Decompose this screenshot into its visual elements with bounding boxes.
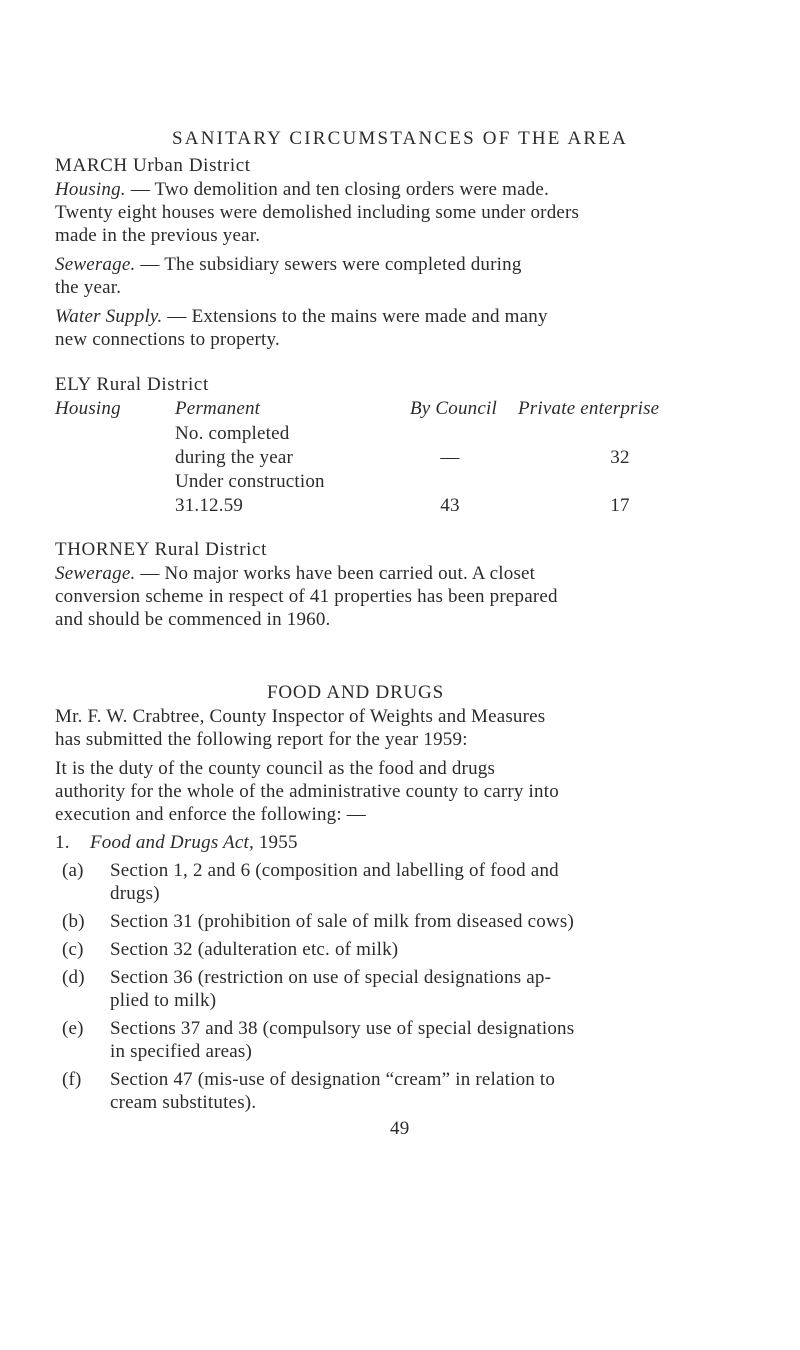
ely-row2-label-2: 31.12.59: [175, 495, 244, 516]
ely-row1-label-1: No. completed: [175, 423, 290, 444]
sewerage-label: Sewerage.: [55, 254, 136, 275]
march-sewerage-para: Sewerage. — The subsidiary sewers were completed during: [55, 254, 522, 275]
item-d-line-1: Section 36 (restriction on use of special designations ap-: [110, 967, 552, 988]
march-district-title: MARCH Urban District: [55, 155, 251, 176]
item-e-line-1: Sections 37 and 38 (compulsory use of special designations: [110, 1018, 575, 1039]
item-b-mark: (b): [62, 911, 85, 932]
thorney-line-1: No major works have been carried out. A closet: [164, 563, 536, 584]
ely-table-col-permanent: Permanent: [175, 398, 261, 419]
ely-row2-label-1: Under construction: [175, 471, 325, 492]
ely-row1-council: —: [440, 447, 460, 468]
housing-label: Housing.: [55, 179, 126, 200]
item-f-line-2: cream substitutes).: [110, 1092, 257, 1113]
item-e-line-2: in specified areas): [110, 1041, 253, 1062]
item-a-line-2: drugs): [110, 883, 160, 904]
item-a-line-1: Section 1, 2 and 6 (composition and labelling of food and: [110, 860, 559, 881]
food-duty-line-1: It is the duty of the county council as the food and drugs: [55, 758, 496, 779]
thorney-sewerage-para: Sewerage. — No major works have been carried out. A closet: [55, 563, 536, 584]
act-year: 1955: [253, 832, 298, 853]
food-duty-line-2: authority for the whole of the administrative county to carry into: [55, 781, 559, 802]
food-intro-line-2: has submitted the following report for the year 1959:: [55, 729, 468, 750]
item-d-line-2: plied to milk): [110, 990, 217, 1011]
housing-line-1: Two demolition and ten closing orders were made.: [154, 179, 550, 200]
housing-line-2: Twenty eight houses were demolished including some under orders: [55, 202, 580, 223]
thorney-line-2: conversion scheme in respect of 41 properties has been prepared: [55, 586, 558, 607]
water-line-1: Extensions to the mains were made and many: [191, 306, 548, 327]
ely-row2-council: 43: [440, 495, 460, 516]
page-heading: SANITARY CIRCUMSTANCES OF THE AREA: [172, 128, 629, 149]
item-d-mark: (d): [62, 967, 85, 988]
food-duty-line-3: execution and enforce the following: —: [55, 804, 366, 825]
housing-line-3: made in the previous year.: [55, 225, 261, 246]
march-housing-para: Housing. — Two demolition and ten closing orders were made.: [55, 179, 550, 200]
ely-row1-label-2: during the year: [175, 447, 294, 468]
thorney-sewerage-label: Sewerage.: [55, 563, 136, 584]
item-a-mark: (a): [62, 860, 84, 881]
food-intro-line-1: Mr. F. W. Crabtree, County Inspector of Weights and Measures: [55, 706, 546, 727]
ely-district-title: ELY Rural District: [55, 374, 209, 395]
item-c-line-1: Section 32 (adulteration etc. of milk): [110, 939, 399, 960]
ely-table-row-label: Housing: [55, 398, 121, 419]
item-f-line-1: Section 47 (mis-use of designation “cream” in relation to: [110, 1069, 556, 1090]
ely-table-col-private: Private enterprise: [518, 398, 660, 419]
item-b-line-1: Section 31 (prohibition of sale of milk from diseased cows): [110, 911, 575, 932]
water-line-2: new connections to property.: [55, 329, 280, 350]
ely-row1-private: 32: [610, 447, 630, 468]
act-number: 1.: [55, 832, 70, 853]
ely-table-col-council: By Council: [410, 398, 497, 419]
item-f-mark: (f): [62, 1069, 82, 1090]
act-title: [90, 832, 298, 854]
thorney-district-title: THORNEY Rural District: [55, 539, 267, 560]
item-e-mark: (e): [62, 1018, 84, 1039]
thorney-line-3: and should be commenced in 1960.: [55, 609, 331, 630]
page-number: 49: [390, 1118, 410, 1139]
sewerage-line-2: the year.: [55, 277, 122, 298]
item-c-mark: (c): [62, 939, 84, 960]
act-name: Food and Drugs Act,: [90, 832, 254, 853]
ely-row2-private: 17: [610, 495, 630, 516]
sewerage-line-1: The subsidiary sewers were completed during: [164, 254, 522, 275]
water-label: Water Supply.: [55, 306, 163, 327]
march-water-para: Water Supply. — Extensions to the mains were made and many: [55, 306, 548, 327]
food-heading: FOOD AND DRUGS: [267, 682, 444, 703]
